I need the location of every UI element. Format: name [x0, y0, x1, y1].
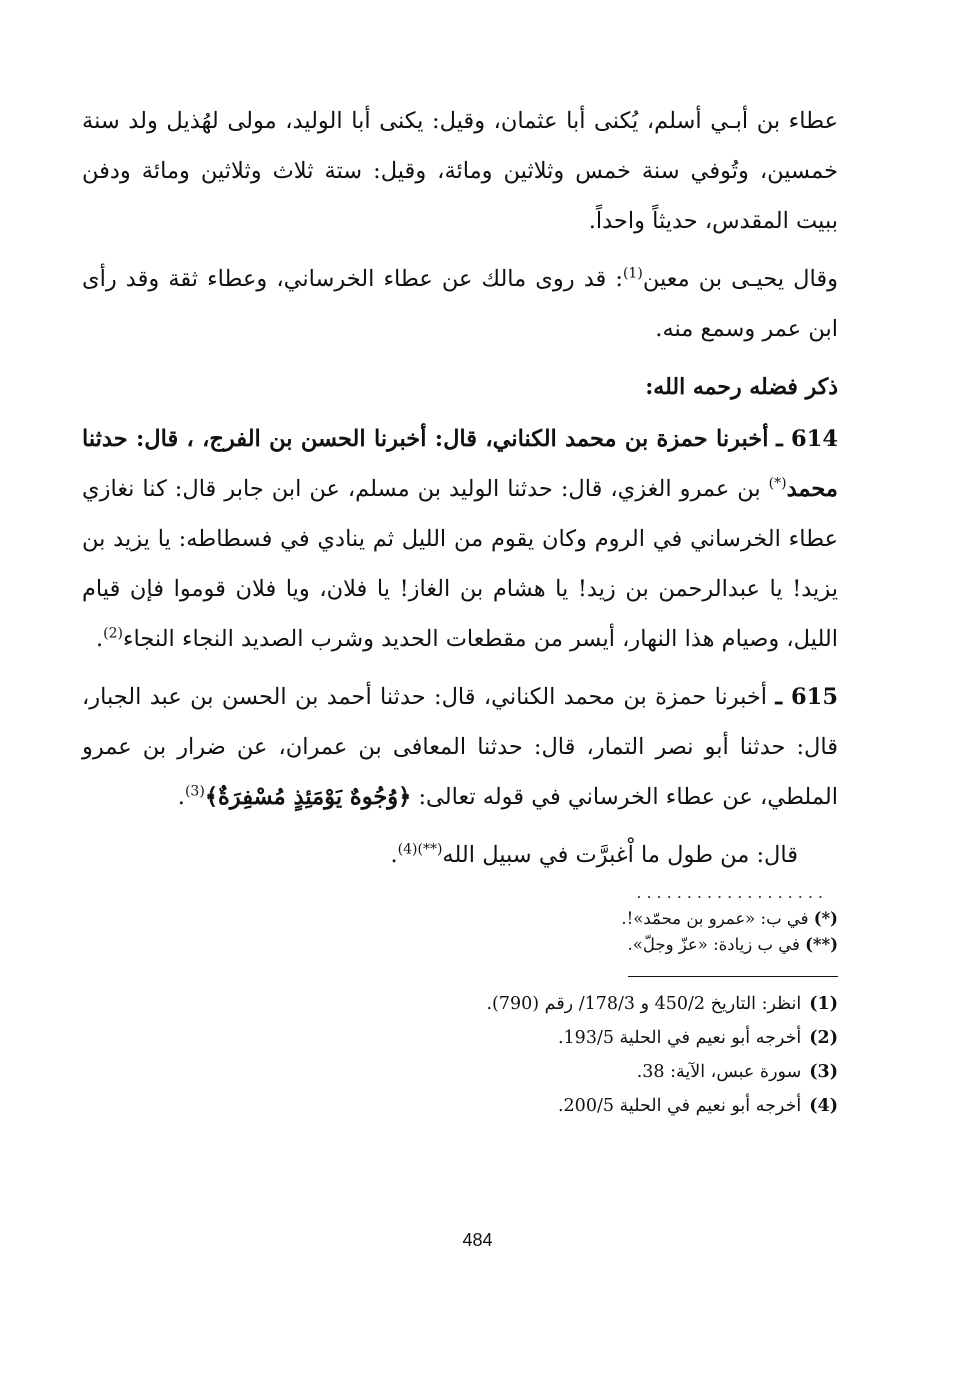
page-number: 484: [462, 1230, 493, 1250]
hadith-text: بن عمرو الغزي، قال: حدثنا الوليد بن مسلم، عن ابن جابر قال: كنا نغازي عطاء الخرساني في الروم وكان يقوم من الليل ثم ينادي في فسطاطه: يا يزيد بن يزيد! يا عبدالرحمن بن زيد! يا هشام بن الغاز! يا فلان، ويا فلان قوموا فإن قيام الليل، وصيام هذا النهار، أيسر من مقطعات الحديد وشرب الصديد النجاء النجاء: [82, 476, 838, 652]
paragraph-text: عطاء بن أبـي أسلم، يُكنى أبا عثمان، وقيل: يكنى أبا الوليد، مولى لهُذيل ولد سنة خمسين، وتُوفي سنة خمس وثلاثين ومائة، وقيل: ستة ثلاث وثلاثين ومائة ودفن ببيت المقدس، حديثاً واحداً.: [82, 108, 838, 234]
paragraph-yahya: [82, 254, 838, 354]
footnote-star: [82, 906, 838, 932]
footnote: [82, 1089, 838, 1123]
hadith-number: 615 ـ: [775, 684, 838, 710]
paragraph-text: قال: من طول ما اْغبرَّت في سبيل الله: [442, 842, 798, 868]
footnote: [82, 1021, 838, 1055]
footnote-ref: (3): [184, 783, 205, 800]
footnote-text: في ب زيادة: «عزّ وجلّ».: [627, 935, 800, 954]
footnote-mark: (*): [813, 909, 838, 928]
numbered-footnotes: [82, 987, 838, 1123]
footnote-text: أخرجه أبو نعيم في الحلية 193/5.: [557, 1028, 802, 1048]
footnote-mark: (4): [809, 1096, 838, 1116]
footnote-separator-dots: ...................: [636, 883, 828, 902]
footnote-rule: [628, 976, 838, 977]
quran-quote: ﴿وُجُوهٌ يَوْمَئِذٍ مُسْفِرَةٌ﴾: [204, 784, 412, 810]
hadith-number: 614 ـ: [776, 426, 838, 452]
footnote-mark: (2): [809, 1028, 838, 1048]
footnote-mark: (3): [809, 1062, 838, 1082]
paragraph-text: : قد روى مالك عن عطاء الخرساني، وعطاء ثقة وقد رأى ابن عمر وسمع منه.: [82, 266, 838, 342]
page-body: [82, 96, 838, 1123]
footnote-text: أخرجه أبو نعيم في الحلية 200/5.: [557, 1096, 802, 1116]
footnote-ref: (**)(4): [397, 841, 443, 858]
footnote-text: سورة عبس، الآية: 38.: [636, 1062, 802, 1082]
hadith-615: 615 ـ أخبرنا حمزة بن محمد الكناني، قال: حدثنا أحمد بن الحسن بن عبد الجبار، قال: حدثنا أبو نصر التمار، قال: حدثنا المعافى بن عمران، عن ضرار بن عمرو الملطي، عن عطاء الخرساني في قوله تعالى: ﴿وُجُوهٌ يَوْمَئِذٍ مُسْفِرَةٌ﴾$^{(3)}$.: [82, 684, 838, 810]
footnote: [82, 1055, 838, 1089]
footnote-star: [82, 932, 838, 958]
hadith-614: 614 ـ أخبرنا حمزة بن محمد الكناني، قال: أخبرنا الحسن بن الفرج، ، قال: حدثنا محمد(*) بن عمرو الغزي، قال: حدثنا الوليد بن مسلم، عن ابن جابر قال: كنا نغازي عطاء الخرساني في الروم وكان يقوم من الليل ثم ينادي في فسطاطه: يا يزيد بن يزيد! يا عبدالرحمن بن زيد! يا هشام بن الغاز! يا فلان، ويا فلان قوموا فإن قيام الليل، وصيام هذا النهار، أيسر من مقطعات الحديد وشرب الصديد النجاء النجاء$^{(2)}$.: [82, 426, 838, 652]
hadith-text: أخبرنا حمزة بن محمد الكناني، قال: أخبرنا الحسن بن الفرج، ، قال: حدثنا محمد: [82, 426, 838, 502]
footnote-mark: (1): [809, 994, 838, 1014]
section-heading: ذكر فضله رحمه الله:: [645, 374, 838, 400]
footnote-ref: (2): [103, 625, 123, 642]
footnote-ref: (*): [768, 475, 787, 492]
paragraph-text: وقال يحيـى بن معين: [642, 266, 839, 292]
footnote: [82, 987, 838, 1021]
paragraph-biography: [82, 96, 838, 246]
paragraph-closing: قال: من طول ما اْغبرَّت في سبيل الله$^{(**)(4)}$.: [390, 841, 798, 868]
hadith-text: أخبرنا حمزة بن محمد الكناني، قال: حدثنا أحمد بن الحسن بن عبد الجبار، قال: حدثنا أبو نصر التمار، قال: حدثنا المعافى بن عمران، عن ضرار بن عمرو الملطي، عن عطاء الخرساني في قوله تعالى:: [82, 684, 838, 810]
footnote-ref: (1): [622, 265, 643, 282]
star-footnotes: [82, 906, 838, 958]
footnote-text: انظر: التاريخ 450/2 و 178/3/ رقم (790).: [486, 994, 802, 1014]
footnote-mark: (**): [805, 935, 838, 954]
footnote-text: في ب: «عمرو بن محمّد»!.: [621, 909, 809, 928]
